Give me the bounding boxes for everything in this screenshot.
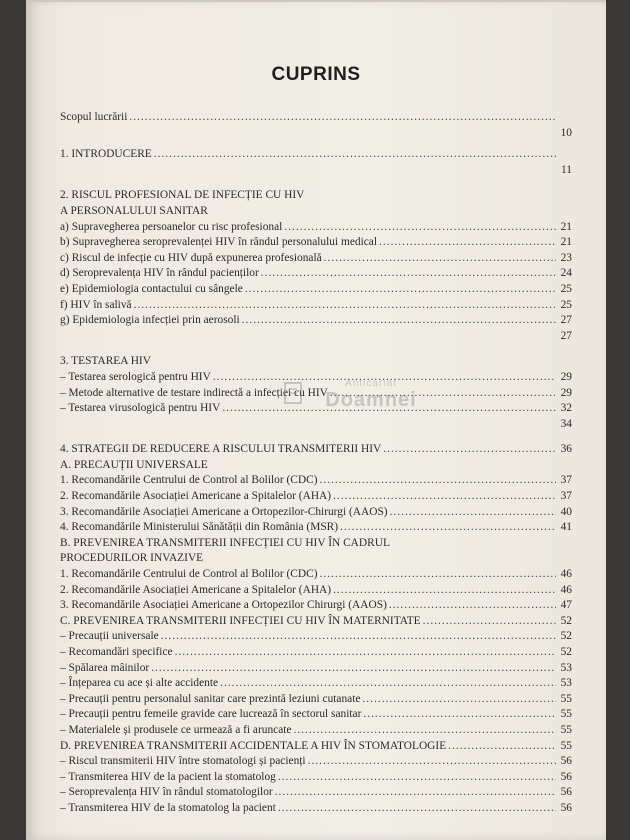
toc-page: 29	[560, 386, 572, 399]
toc-leader	[293, 723, 556, 739]
toc-entry	[60, 520, 572, 536]
toc-page-line	[60, 417, 572, 433]
toc-entry	[60, 801, 572, 817]
book-page	[26, 0, 606, 840]
toc-entry-text: – Testarea virusologică pentru HIV	[60, 402, 221, 415]
toc-entry	[60, 442, 572, 458]
toc-heading: 2. RISCUL PROFESIONAL DE INFECȚIE CU HIV	[60, 189, 305, 202]
toc-entry-text: 4. Recomandările Ministerului Sănătății din România (MSR)	[60, 521, 339, 534]
toc-entry-text: a) Supravegherea persoanelor cu risc profesional	[60, 220, 283, 233]
toc-entry	[60, 785, 572, 801]
toc-entry-text: – Recomandări specifice	[60, 646, 173, 658]
toc-page: 27	[560, 314, 572, 327]
watermark-big: Doamnei	[325, 389, 417, 411]
toc-page: 36	[560, 443, 572, 456]
toc-entry-text: 1. INTRODUCERE	[60, 148, 152, 161]
toc-page: 29	[560, 370, 572, 383]
toc-entry-text: – Materialele și produsele ce urmează a fi aruncate	[60, 723, 292, 736]
toc-leader	[383, 442, 556, 458]
toc-entry	[60, 723, 572, 739]
toc-page-line	[60, 126, 572, 142]
toc-page: 46	[560, 568, 572, 581]
toc-leader	[390, 505, 556, 521]
toc-entry	[60, 220, 572, 236]
toc-entry	[60, 473, 572, 489]
toc-entry-text: – Precauții pentru femeile gravide care lucrează în sectorul sanitar	[60, 708, 362, 721]
toc-page: 52	[560, 630, 572, 643]
toc-entry	[60, 505, 572, 521]
toc-leader	[222, 401, 556, 417]
toc-leader	[275, 785, 556, 801]
toc-heading: A. PRECAUȚII UNIVERSALE	[60, 458, 208, 471]
toc-leader	[379, 235, 556, 251]
toc-leader	[320, 567, 556, 583]
toc-entry-text: – Transmiterea HIV de la pacient la stomatolog	[60, 770, 276, 783]
toc-entry	[60, 645, 572, 661]
toc-page: 37	[560, 474, 572, 487]
toc-leader	[261, 266, 556, 282]
table-of-contents	[60, 110, 572, 817]
toc-page: 52	[560, 646, 572, 658]
toc-entry	[60, 598, 572, 614]
toc-leader	[161, 629, 556, 645]
toc-entry-text: g) Epidemiologia infecției prin aerosoli	[60, 314, 240, 327]
toc-page: 55	[560, 692, 572, 705]
toc-heading: 3. TESTAREA HIV	[60, 355, 151, 368]
toc-leader	[175, 645, 556, 661]
toc-entry-text: D. PREVENIREA TRANSMITERII ACCIDENTALE A HIV ÎN STOMATOLOGIE	[60, 739, 447, 752]
toc-entry-text: – Înțeparea cu ace și alte accidente	[60, 677, 219, 690]
toc-page: 21	[560, 236, 572, 249]
toc-entry	[60, 614, 572, 630]
toc-leader	[423, 614, 556, 630]
toc-entry-text: C. PREVENIREA TRANSMITERII INFECȚIEI CU HIV ÎN MATERNITATE	[60, 614, 421, 627]
toc-entry	[60, 489, 572, 505]
toc-entry-text: d) Seroprevalența HIV în rândul pacienților	[60, 267, 259, 280]
toc-entry	[60, 282, 572, 298]
toc-leader	[340, 520, 556, 536]
toc-entry-text: f) HIV în salivă	[60, 298, 132, 311]
toc-page: 52	[560, 614, 572, 627]
toc-entry-text: 4. STRATEGII DE REDUCERE A RISCULUI TRANSMITERII HIV	[60, 443, 382, 456]
toc-entry	[60, 754, 572, 770]
toc-entry	[60, 313, 572, 329]
toc-entry	[60, 298, 572, 314]
toc-entry-text: Scopul lucrării	[60, 111, 128, 123]
toc-page: 32	[560, 402, 572, 415]
toc-entry-text: 3. Recomandările Asociației Americane a Ortopezilor-Chirurgi (AAOS)	[60, 505, 388, 518]
toc-entry	[60, 147, 572, 163]
toc-page: 34	[560, 417, 572, 430]
toc-entry-text: 3. Recomandările Asociației Americane a Ortopezilor Chirurgi (AAOS)	[60, 599, 387, 612]
toc-entry	[60, 692, 572, 708]
toc-entry-text: – Transmiterea HIV de la stomatolog la pacient	[60, 801, 276, 814]
toc-leader	[245, 282, 556, 298]
toc-leader	[134, 298, 556, 314]
toc-entry-text: – Precauții pentru personalul sanitar care prezintă leziuni cutanate	[60, 692, 361, 705]
toc-entry	[60, 251, 572, 267]
toc-leader	[324, 251, 556, 267]
toc-leader	[320, 473, 556, 489]
toc-page: 56	[560, 786, 572, 799]
toc-page: 56	[560, 801, 572, 814]
toc-page: 53	[560, 661, 572, 674]
toc-page: 55	[560, 723, 572, 736]
toc-page: 56	[560, 770, 572, 783]
toc-entry	[60, 235, 572, 251]
toc-entry-text: – Riscul transmiterii HIV între stomatologi și pacienți	[60, 755, 306, 768]
toc-entry-text: – Testarea serologică pentru HIV	[60, 370, 211, 383]
toc-entry	[60, 707, 572, 723]
toc-entry	[60, 567, 572, 583]
toc-entry-text: e) Epidemiologia contactului cu sângele	[60, 282, 243, 295]
toc-leader	[308, 754, 556, 770]
toc-entry-text: – Spălarea mâinilor	[60, 661, 150, 674]
toc-page: 55	[560, 739, 572, 752]
toc-leader	[362, 692, 556, 708]
toc-leader	[448, 739, 556, 755]
toc-leader	[220, 676, 556, 692]
toc-page: 23	[560, 251, 572, 264]
toc-entry-text: 2. Recomandările Asociației Americane a Spitalelor (AHA)	[60, 490, 332, 503]
toc-entry-text: 1. Recomandările Centrului de Control al Bolilor (CDC)	[60, 474, 318, 487]
toc-leader	[278, 801, 556, 817]
page-top-edge	[26, 0, 606, 2]
toc-page-line	[60, 163, 572, 179]
toc-entry	[60, 629, 572, 645]
toc-page: 55	[560, 708, 572, 721]
toc-entry-text: c) Riscul de infecție cu HIV după expunerea profesională	[60, 251, 322, 264]
toc-page: 41	[560, 521, 572, 534]
toc-leader	[242, 313, 556, 329]
toc-page: 25	[560, 298, 572, 311]
toc-heading: PROCEDURILOR INVAZIVE	[60, 552, 204, 565]
toc-page: 53	[560, 677, 572, 690]
toc-entry-text: 1. Recomandările Centrului de Control al Bolilor (CDC)	[60, 568, 318, 581]
toc-entry	[60, 583, 572, 599]
toc-entry	[60, 676, 572, 692]
toc-page: 24	[560, 267, 572, 280]
toc-page: 56	[560, 755, 572, 768]
toc-page: 25	[560, 282, 572, 295]
toc-entry	[60, 386, 572, 402]
toc-leader	[129, 110, 556, 126]
toc-page: 47	[560, 599, 572, 612]
toc-entry-text: – Seroprevalența HIV în rândul stomatologilor	[60, 786, 273, 799]
toc-page: 40	[560, 505, 572, 518]
toc-heading: A PERSONALULUI SANITAR	[60, 204, 208, 217]
toc-entry	[60, 110, 572, 126]
toc-leader	[213, 370, 556, 386]
toc-leader	[151, 661, 556, 677]
page-title: CUPRINS	[271, 64, 361, 85]
toc-page: 37	[560, 490, 572, 503]
toc-leader	[333, 489, 556, 505]
toc-entry-text: – Precauții universale	[60, 630, 159, 643]
toc-page-line	[60, 329, 572, 345]
toc-heading: B. PREVENIREA TRANSMITERII INFECȚIEI CU HIV ÎN CADRUL	[60, 536, 390, 549]
toc-leader	[154, 147, 556, 163]
toc-entry	[60, 739, 572, 755]
toc-page: 11	[561, 163, 572, 176]
toc-page: 10	[560, 126, 572, 139]
toc-entry	[60, 401, 572, 417]
toc-leader	[363, 707, 556, 723]
toc-entry-text: – Metode alternative de testare indirectă a infecției cu HIV	[60, 386, 328, 399]
toc-entry	[60, 266, 572, 282]
toc-leader	[330, 386, 556, 402]
toc-page: 27	[560, 329, 572, 342]
toc-leader	[389, 598, 556, 614]
toc-entry	[60, 370, 572, 386]
toc-leader	[333, 583, 556, 599]
toc-leader	[278, 770, 556, 786]
toc-page: 21	[560, 220, 572, 233]
toc-leader	[284, 220, 556, 236]
toc-entry-text: b) Supravegherea seroprevalenței HIV în rândul personalului medical	[60, 236, 378, 249]
watermark-small: Anticariat	[345, 378, 397, 389]
toc-page: 46	[560, 583, 572, 596]
toc-entry	[60, 770, 572, 786]
toc-entry	[60, 661, 572, 677]
toc-entry-text: 2. Recomandările Asociației Americane a Spitalelor (AHA)	[60, 583, 332, 596]
